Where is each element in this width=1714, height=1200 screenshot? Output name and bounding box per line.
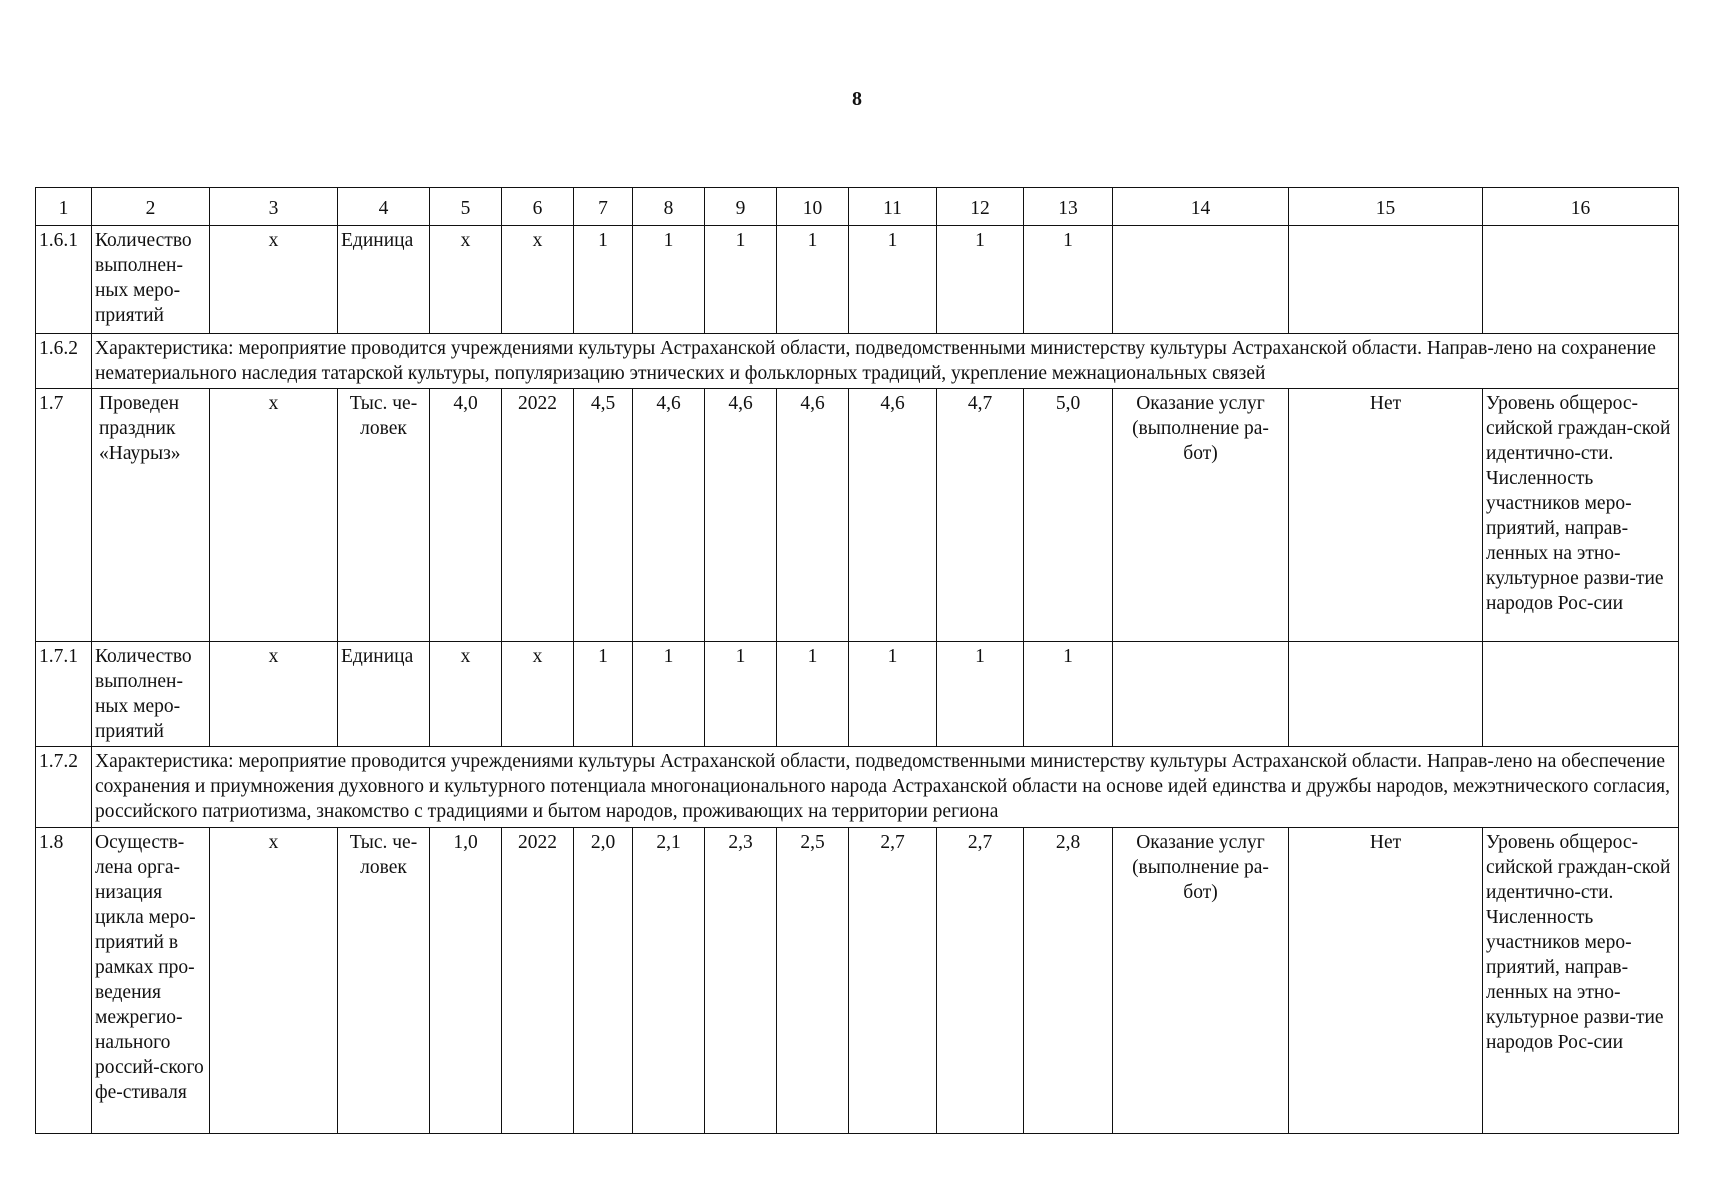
table-cell bbox=[1113, 642, 1289, 747]
table-cell: 4,6 bbox=[705, 389, 777, 642]
header-cell: 13 bbox=[1024, 188, 1113, 226]
header-cell: 15 bbox=[1289, 188, 1483, 226]
table-cell bbox=[1289, 226, 1483, 334]
table-cell: х bbox=[430, 642, 502, 747]
header-cell: 14 bbox=[1113, 188, 1289, 226]
table-cell: х bbox=[430, 226, 502, 334]
table-cell: 1 bbox=[1024, 642, 1113, 747]
table-cell: 1 bbox=[849, 642, 937, 747]
column-numbers-row bbox=[36, 188, 1679, 226]
service-type-cell: Оказание услуг (выполнение ра-бот) bbox=[1113, 389, 1289, 642]
table-row bbox=[36, 828, 1679, 1134]
characteristic-row bbox=[36, 334, 1679, 389]
table-cell: х bbox=[210, 389, 338, 642]
unit-cell: Тыс. че-ловек bbox=[338, 389, 430, 642]
indicator-name: Количество выполнен-ных меро-приятий bbox=[92, 226, 210, 334]
indicator-name: Осуществ-лена орга-низация цикла меро-приятий в рамках про-ведения межрегио-нального россий-ского фе-стиваля bbox=[92, 828, 210, 1134]
header-cell: 9 bbox=[705, 188, 777, 226]
header-cell: 5 bbox=[430, 188, 502, 226]
table-cell bbox=[1483, 226, 1679, 334]
table-cell: 1 bbox=[633, 226, 705, 334]
table-cell: 4,6 bbox=[849, 389, 937, 642]
header-cell: 3 bbox=[210, 188, 338, 226]
header-cell: 11 bbox=[849, 188, 937, 226]
indicators-table bbox=[35, 187, 1679, 1134]
table-cell: 1 bbox=[574, 226, 633, 334]
table-cell: 4,6 bbox=[633, 389, 705, 642]
header-cell: 10 bbox=[777, 188, 849, 226]
row-number: 1.8 bbox=[36, 828, 92, 1134]
unit-cell: Единица bbox=[338, 226, 430, 334]
table-cell: 2,7 bbox=[937, 828, 1024, 1134]
header-cell: 2 bbox=[92, 188, 210, 226]
table-cell: х bbox=[502, 642, 574, 747]
table-row bbox=[36, 389, 1679, 642]
table-cell: 2,7 bbox=[849, 828, 937, 1134]
table-cell: х bbox=[210, 642, 338, 747]
row-number: 1.7.2 bbox=[36, 747, 92, 828]
characteristic-text: Характеристика: мероприятие проводится учреждениями культуры Астраханской области, подведомственными министерству культуры Астраханской области. Направ-лено на обеспечение сохранения и приумножения духовного и культурного потенциала многонационального народа Астраханской области на основе идей единства и дружбы народов, межэтнического согласия, российского патриотизма, знакомство с традициями и бытом народов, проживающих на территории региона bbox=[92, 747, 1679, 828]
header-cell: 16 bbox=[1483, 188, 1679, 226]
unit-cell: Тыс. че-ловек bbox=[338, 828, 430, 1134]
table-cell: 1,0 bbox=[430, 828, 502, 1134]
table-cell: 1 bbox=[777, 226, 849, 334]
row-number: 1.6.1 bbox=[36, 226, 92, 334]
service-type-cell: Оказание услуг (выполнение ра-бот) bbox=[1113, 828, 1289, 1134]
characteristic-text: Характеристика: мероприятие проводится учреждениями культуры Астраханской области, подведомственными министерству культуры Астраханской области. Направ-лено на сохранение нематериального наследия татарской культуры, популяризацию этнических и фольклорных традиций, укрепление межнациональных связей bbox=[92, 334, 1679, 389]
table-cell: 4,0 bbox=[430, 389, 502, 642]
table-cell: 1 bbox=[705, 642, 777, 747]
table-cell: х bbox=[502, 226, 574, 334]
table-cell: 4,6 bbox=[777, 389, 849, 642]
table-cell: 1 bbox=[705, 226, 777, 334]
table-cell: 2,0 bbox=[574, 828, 633, 1134]
table-cell: 2,1 bbox=[633, 828, 705, 1134]
table-row bbox=[36, 642, 1679, 747]
header-cell: 12 bbox=[937, 188, 1024, 226]
table-cell: 5,0 bbox=[1024, 389, 1113, 642]
table-cell: 1 bbox=[574, 642, 633, 747]
table-cell: 4,7 bbox=[937, 389, 1024, 642]
header-cell: 8 bbox=[633, 188, 705, 226]
row-number: 1.7 bbox=[36, 389, 92, 642]
table-cell: 2,3 bbox=[705, 828, 777, 1134]
header-cell: 4 bbox=[338, 188, 430, 226]
table-cell: 2,5 bbox=[777, 828, 849, 1134]
table-cell: Нет bbox=[1289, 828, 1483, 1134]
table-cell: 2022 bbox=[502, 828, 574, 1134]
goal-indicator-cell: Уровень общерос-сийской граждан-ской идентично-сти. Численность участников меро-приятий, направ-ленных на этно-культурное разви-тие народов Рос-сии bbox=[1483, 389, 1679, 642]
table-cell: 1 bbox=[1024, 226, 1113, 334]
characteristic-row bbox=[36, 747, 1679, 828]
row-number: 1.6.2 bbox=[36, 334, 92, 389]
row-number: 1.7.1 bbox=[36, 642, 92, 747]
table-cell: 4,5 bbox=[574, 389, 633, 642]
table-cell: Нет bbox=[1289, 389, 1483, 642]
unit-cell: Единица bbox=[338, 642, 430, 747]
table-cell: 1 bbox=[849, 226, 937, 334]
table-cell bbox=[1113, 226, 1289, 334]
table-cell: 2,8 bbox=[1024, 828, 1113, 1134]
indicator-name: Проведен праздник «Наурыз» bbox=[92, 389, 210, 642]
table-cell bbox=[1289, 642, 1483, 747]
table-cell: 1 bbox=[633, 642, 705, 747]
table-row bbox=[36, 226, 1679, 334]
table-cell bbox=[1483, 642, 1679, 747]
header-cell: 7 bbox=[574, 188, 633, 226]
header-cell: 1 bbox=[36, 188, 92, 226]
table-cell: 2022 bbox=[502, 389, 574, 642]
table-cell: х bbox=[210, 828, 338, 1134]
goal-indicator-cell: Уровень общерос-сийской граждан-ской идентично-сти. Численность участников меро-приятий, направ-ленных на этно-культурное разви-тие народов Рос-сии bbox=[1483, 828, 1679, 1134]
header-cell: 6 bbox=[502, 188, 574, 226]
indicator-name: Количество выполнен-ных меро-приятий bbox=[92, 642, 210, 747]
table-cell: 1 bbox=[777, 642, 849, 747]
table-cell: х bbox=[210, 226, 338, 334]
table-cell: 1 bbox=[937, 226, 1024, 334]
table-cell: 1 bbox=[937, 642, 1024, 747]
page-number: 8 bbox=[852, 88, 862, 110]
